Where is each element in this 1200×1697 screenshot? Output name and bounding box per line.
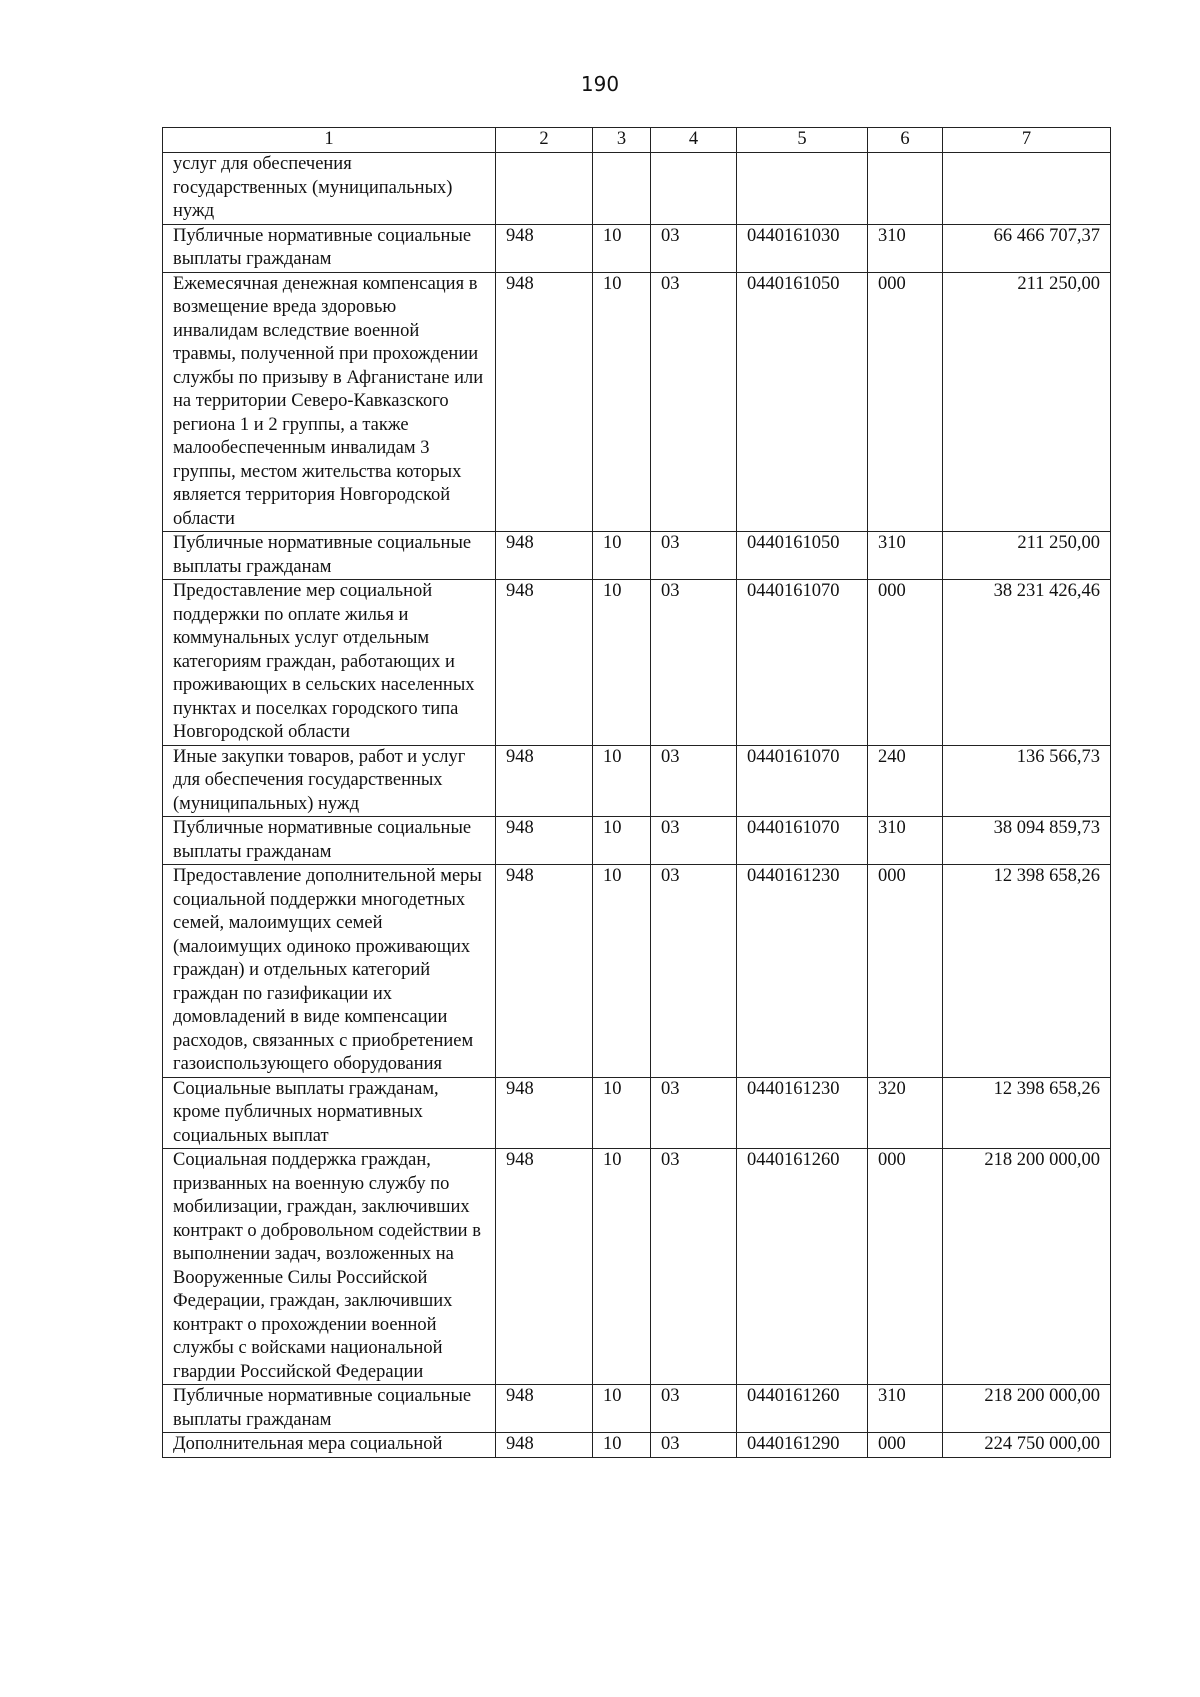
- cell-code-3: [593, 153, 651, 225]
- row-description: Социальная поддержка граждан, призванных на военную службу по мобилизации, граждан, заключивших контракт о добровольном содействии в выполнении задач, возложенных на Вооруженные Силы Российской Федерации, граждан, заключивших контракт о прохождении военной службы с войсками национальной гвардии Российской Федерации: [163, 1149, 496, 1385]
- table-row: [163, 580, 1111, 746]
- table-row: [163, 153, 1111, 225]
- column-header: 1: [163, 128, 496, 153]
- table-row: [163, 532, 1111, 580]
- cell-code-4: 03: [651, 1077, 737, 1149]
- cell-code-4: 03: [651, 745, 737, 817]
- table-row: [163, 817, 1111, 865]
- cell-amount: 211 250,00: [943, 272, 1111, 532]
- budget-table: [162, 127, 1111, 1458]
- cell-code-6: [868, 153, 943, 225]
- row-description: Публичные нормативные социальные выплаты гражданам: [163, 532, 496, 580]
- cell-code-2: 948: [496, 1433, 593, 1458]
- cell-code-3: 10: [593, 1077, 651, 1149]
- cell-code-5: 0440161230: [737, 1077, 868, 1149]
- cell-code-2: 948: [496, 1385, 593, 1433]
- cell-amount: 136 566,73: [943, 745, 1111, 817]
- cell-code-3: 10: [593, 224, 651, 272]
- page-number: 190: [580, 72, 620, 96]
- cell-code-6: 310: [868, 1385, 943, 1433]
- cell-code-2: 948: [496, 865, 593, 1078]
- cell-code-3: 10: [593, 532, 651, 580]
- table-row: [163, 1385, 1111, 1433]
- cell-code-5: 0440161260: [737, 1385, 868, 1433]
- cell-code-5: 0440161070: [737, 580, 868, 746]
- table-row: [163, 745, 1111, 817]
- column-header: 2: [496, 128, 593, 153]
- cell-code-2: [496, 153, 593, 225]
- table-row: [163, 865, 1111, 1078]
- cell-code-6: 000: [868, 580, 943, 746]
- cell-code-5: 0440161070: [737, 745, 868, 817]
- cell-amount: 12 398 658,26: [943, 1077, 1111, 1149]
- cell-amount: 66 466 707,37: [943, 224, 1111, 272]
- cell-code-3: 10: [593, 745, 651, 817]
- column-header: 5: [737, 128, 868, 153]
- cell-code-5: 0440161230: [737, 865, 868, 1078]
- cell-code-6: 000: [868, 1149, 943, 1385]
- row-description: услуг для обеспечения государственных (муниципальных) нужд: [163, 153, 496, 225]
- column-header: 3: [593, 128, 651, 153]
- table-body: [163, 153, 1111, 1458]
- cell-code-6: 310: [868, 224, 943, 272]
- cell-amount: 218 200 000,00: [943, 1385, 1111, 1433]
- cell-code-3: 10: [593, 272, 651, 532]
- cell-code-5: 0440161070: [737, 817, 868, 865]
- cell-code-2: 948: [496, 580, 593, 746]
- cell-code-4: 03: [651, 532, 737, 580]
- table-row: [163, 1433, 1111, 1458]
- cell-code-3: 10: [593, 817, 651, 865]
- cell-code-3: 10: [593, 865, 651, 1078]
- cell-code-2: 948: [496, 532, 593, 580]
- column-header: 7: [943, 128, 1111, 153]
- cell-amount: 224 750 000,00: [943, 1433, 1111, 1458]
- row-description: Публичные нормативные социальные выплаты гражданам: [163, 817, 496, 865]
- cell-code-6: 000: [868, 865, 943, 1078]
- cell-code-6: 000: [868, 272, 943, 532]
- cell-code-4: 03: [651, 1385, 737, 1433]
- cell-code-4: 03: [651, 1149, 737, 1385]
- row-description: Ежемесячная денежная компенсация в возмещение вреда здоровью инвалидам вследствие военной травмы, полученной при прохождении службы по призыву в Афганистане или на территории Северо-Кавказского региона 1 и 2 группы, а также малообеспеченным инвалидам 3 группы, местом жительства которых является территория Новгородской области: [163, 272, 496, 532]
- cell-code-6: 320: [868, 1077, 943, 1149]
- cell-code-5: [737, 153, 868, 225]
- cell-code-4: 03: [651, 272, 737, 532]
- cell-code-3: 10: [593, 1433, 651, 1458]
- cell-code-5: 0440161030: [737, 224, 868, 272]
- table-row: [163, 224, 1111, 272]
- row-description: Иные закупки товаров, работ и услуг для обеспечения государственных (муниципальных) нужд: [163, 745, 496, 817]
- column-header: 4: [651, 128, 737, 153]
- cell-code-5: 0440161050: [737, 532, 868, 580]
- cell-code-4: 03: [651, 865, 737, 1078]
- table-row: [163, 1077, 1111, 1149]
- cell-code-4: 03: [651, 224, 737, 272]
- cell-code-5: 0440161290: [737, 1433, 868, 1458]
- row-description: Социальные выплаты гражданам, кроме публичных нормативных социальных выплат: [163, 1077, 496, 1149]
- cell-code-2: 948: [496, 272, 593, 532]
- table-row: [163, 272, 1111, 532]
- cell-amount: 38 231 426,46: [943, 580, 1111, 746]
- cell-code-6: 310: [868, 532, 943, 580]
- column-header: 6: [868, 128, 943, 153]
- cell-code-2: 948: [496, 1149, 593, 1385]
- cell-code-3: 10: [593, 1385, 651, 1433]
- cell-code-2: 948: [496, 224, 593, 272]
- cell-code-2: 948: [496, 817, 593, 865]
- cell-code-2: 948: [496, 1077, 593, 1149]
- row-description: Публичные нормативные социальные выплаты гражданам: [163, 224, 496, 272]
- cell-amount: 38 094 859,73: [943, 817, 1111, 865]
- cell-code-4: 03: [651, 580, 737, 746]
- cell-code-5: 0440161050: [737, 272, 868, 532]
- table-row: [163, 1149, 1111, 1385]
- cell-code-3: 10: [593, 1149, 651, 1385]
- cell-code-6: 000: [868, 1433, 943, 1458]
- cell-code-6: 240: [868, 745, 943, 817]
- cell-code-4: 03: [651, 1433, 737, 1458]
- cell-code-4: [651, 153, 737, 225]
- cell-code-4: 03: [651, 817, 737, 865]
- cell-code-2: 948: [496, 745, 593, 817]
- cell-amount: 211 250,00: [943, 532, 1111, 580]
- table-header-row: [163, 128, 1111, 153]
- cell-code-5: 0440161260: [737, 1149, 868, 1385]
- cell-code-6: 310: [868, 817, 943, 865]
- cell-amount: [943, 153, 1111, 225]
- cell-code-3: 10: [593, 580, 651, 746]
- row-description: Дополнительная мера социальной: [163, 1433, 496, 1458]
- cell-amount: 12 398 658,26: [943, 865, 1111, 1078]
- row-description: Публичные нормативные социальные выплаты гражданам: [163, 1385, 496, 1433]
- cell-amount: 218 200 000,00: [943, 1149, 1111, 1385]
- row-description: Предоставление мер социальной поддержки по оплате жилья и коммунальных услуг отдельным категориям граждан, работающих и проживающих в сельских населенных пунктах и поселках городского типа Новгородской области: [163, 580, 496, 746]
- row-description: Предоставление дополнительной меры социальной поддержки многодетных семей, малоимущих семей (малоимущих одиноко проживающих граждан) и отдельных категорий граждан по газификации их домовладений в виде компенсации расходов, связанных с приобретением газоиспользующего оборудования: [163, 865, 496, 1078]
